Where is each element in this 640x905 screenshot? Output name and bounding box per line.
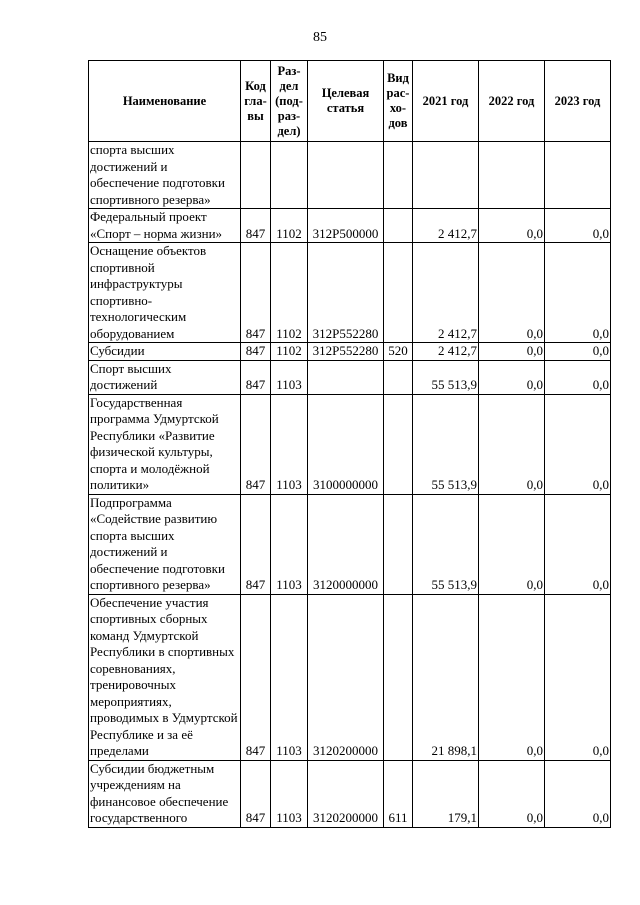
row-2022: 0,0 bbox=[479, 394, 545, 494]
row-section: 1102 bbox=[271, 243, 308, 343]
row-target: 3120200000 bbox=[308, 594, 384, 760]
header-chapter-code: Код гла- вы bbox=[241, 61, 271, 142]
row-section: 1103 bbox=[271, 594, 308, 760]
row-type: 611 bbox=[384, 760, 413, 827]
row-target: 312P552280 bbox=[308, 243, 384, 343]
row-code bbox=[241, 142, 271, 209]
row-2023: 0,0 bbox=[545, 360, 611, 394]
row-section: 1102 bbox=[271, 209, 308, 243]
row-target: 3100000000 bbox=[308, 394, 384, 494]
row-name: Государственная программа Удмуртской Республики «Развитие физической культуры, спорта и молодёжной политики» bbox=[89, 394, 241, 494]
row-name: Подпрограмма «Содействие развитию спорта высших достижений и обеспечение подготовки спортивного резерва» bbox=[89, 494, 241, 594]
row-name: Спорт высших достижений bbox=[89, 360, 241, 394]
header-name: Наименование bbox=[89, 61, 241, 142]
row-code: 847 bbox=[241, 594, 271, 760]
row-section bbox=[271, 142, 308, 209]
table-row bbox=[89, 594, 611, 760]
row-type bbox=[384, 594, 413, 760]
row-code: 847 bbox=[241, 760, 271, 827]
row-2023: 0,0 bbox=[545, 394, 611, 494]
table-row bbox=[89, 394, 611, 494]
row-2022 bbox=[479, 142, 545, 209]
table-row bbox=[89, 760, 611, 827]
row-name: Субсидии бюджетным учреждениям на финансовое обеспечение государственного bbox=[89, 760, 241, 827]
row-2021: 2 412,7 bbox=[413, 343, 479, 361]
header-section: Раз- дел (под- раз- дел) bbox=[271, 61, 308, 142]
row-target bbox=[308, 142, 384, 209]
row-2023: 0,0 bbox=[545, 494, 611, 594]
row-target bbox=[308, 360, 384, 394]
row-target: 3120200000 bbox=[308, 760, 384, 827]
row-name: спорта высших достижений и обеспечение подготовки спортивного резерва» bbox=[89, 142, 241, 209]
row-2022: 0,0 bbox=[479, 594, 545, 760]
row-2023 bbox=[545, 142, 611, 209]
row-target: 312P552280 bbox=[308, 343, 384, 361]
row-2022: 0,0 bbox=[479, 243, 545, 343]
header-2023: 2023 год bbox=[545, 61, 611, 142]
table-row bbox=[89, 243, 611, 343]
row-2023: 0,0 bbox=[545, 209, 611, 243]
row-section: 1103 bbox=[271, 494, 308, 594]
row-type bbox=[384, 360, 413, 394]
row-type bbox=[384, 394, 413, 494]
row-2021: 55 513,9 bbox=[413, 360, 479, 394]
row-section: 1103 bbox=[271, 760, 308, 827]
row-2021: 179,1 bbox=[413, 760, 479, 827]
row-2022: 0,0 bbox=[479, 360, 545, 394]
row-2021: 2 412,7 bbox=[413, 209, 479, 243]
row-code: 847 bbox=[241, 343, 271, 361]
row-2022: 0,0 bbox=[479, 209, 545, 243]
row-target: 3120000000 bbox=[308, 494, 384, 594]
table-row bbox=[89, 360, 611, 394]
row-2022: 0,0 bbox=[479, 760, 545, 827]
row-code: 847 bbox=[241, 360, 271, 394]
budget-table bbox=[88, 60, 611, 828]
row-code: 847 bbox=[241, 243, 271, 343]
row-2023: 0,0 bbox=[545, 343, 611, 361]
row-code: 847 bbox=[241, 494, 271, 594]
row-code: 847 bbox=[241, 209, 271, 243]
row-2021: 21 898,1 bbox=[413, 594, 479, 760]
row-type: 520 bbox=[384, 343, 413, 361]
row-code: 847 bbox=[241, 394, 271, 494]
row-type bbox=[384, 494, 413, 594]
row-type bbox=[384, 209, 413, 243]
row-section: 1103 bbox=[271, 394, 308, 494]
row-2023: 0,0 bbox=[545, 243, 611, 343]
row-target: 312P500000 bbox=[308, 209, 384, 243]
row-section: 1102 bbox=[271, 343, 308, 361]
header-2021: 2021 год bbox=[413, 61, 479, 142]
row-name: Субсидии bbox=[89, 343, 241, 361]
table-row bbox=[89, 494, 611, 594]
row-2022: 0,0 bbox=[479, 494, 545, 594]
row-name: Обеспечение участия спортивных сборных команд Удмуртской Республики в спортивных соревнованиях, тренировочных мероприятиях, проводимых в Удмуртской Республике и за её пределами bbox=[89, 594, 241, 760]
row-name: Федеральный проект «Спорт – норма жизни» bbox=[89, 209, 241, 243]
table-row bbox=[89, 343, 611, 361]
page-number: 85 bbox=[313, 30, 327, 45]
row-2023: 0,0 bbox=[545, 760, 611, 827]
row-2023: 0,0 bbox=[545, 594, 611, 760]
header-expense-type: Вид рас- хо- дов bbox=[384, 61, 413, 142]
row-2021: 2 412,7 bbox=[413, 243, 479, 343]
header-target: Целевая статья bbox=[308, 61, 384, 142]
row-section: 1103 bbox=[271, 360, 308, 394]
row-2021: 55 513,9 bbox=[413, 494, 479, 594]
header-row bbox=[89, 61, 611, 142]
table-row bbox=[89, 142, 611, 209]
row-2021 bbox=[413, 142, 479, 209]
row-2021: 55 513,9 bbox=[413, 394, 479, 494]
row-type bbox=[384, 142, 413, 209]
row-name: Оснащение объектов спортивной инфраструктуры спортивно-технологическим оборудованием bbox=[89, 243, 241, 343]
header-2022: 2022 год bbox=[479, 61, 545, 142]
row-2022: 0,0 bbox=[479, 343, 545, 361]
table-row bbox=[89, 209, 611, 243]
row-type bbox=[384, 243, 413, 343]
